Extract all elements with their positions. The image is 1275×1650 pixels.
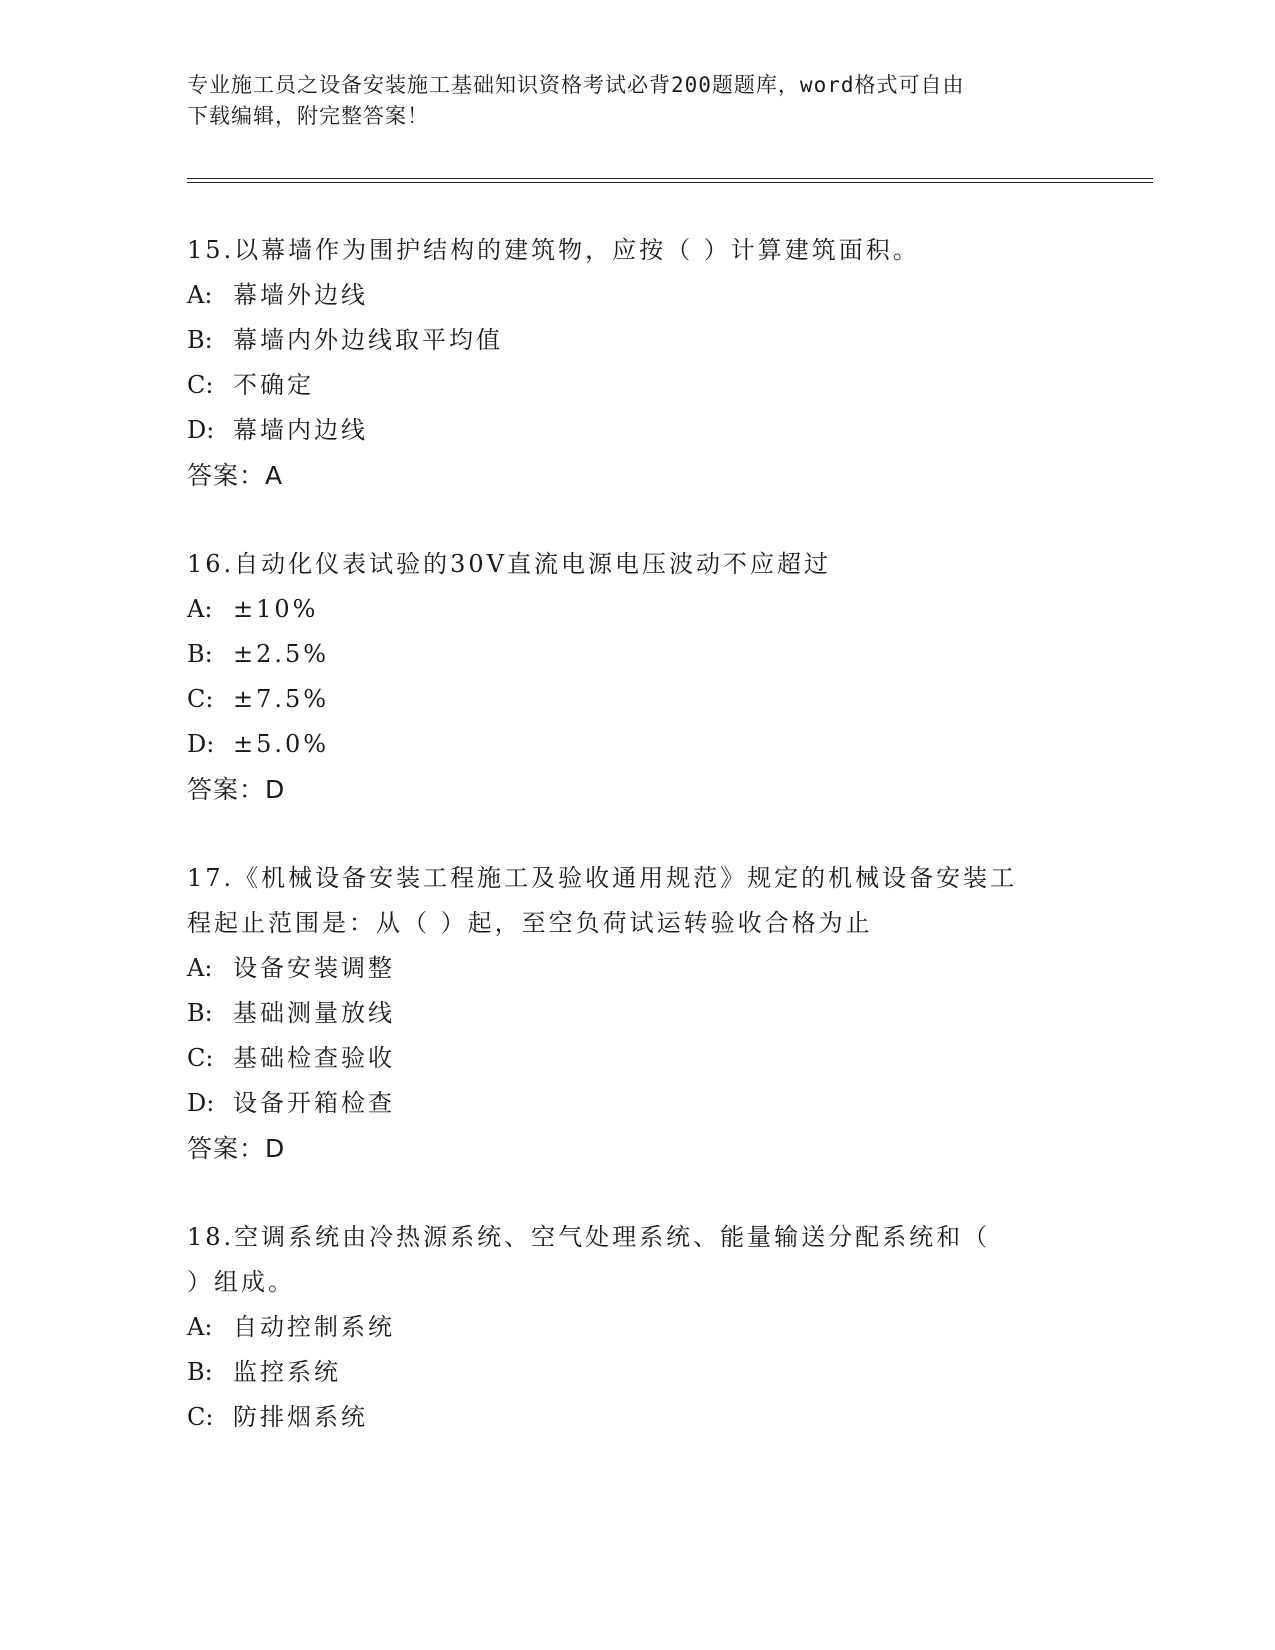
option-c [187, 677, 1077, 722]
option-text: 基础测量放线 [233, 999, 395, 1027]
option-text: ±5.0% [233, 730, 330, 758]
option-c [187, 1036, 1077, 1081]
option-b [187, 318, 1077, 363]
option-b [187, 1350, 1077, 1395]
option-text: ±10% [233, 595, 319, 623]
option-d [187, 1081, 1077, 1126]
option-d [187, 722, 1077, 767]
option-letter: A: [187, 281, 213, 309]
option-b [187, 632, 1077, 677]
question-stem-line: 16.自动化仪表试验的30V直流电源电压波动不应超过 [187, 550, 832, 578]
option-text: 自动控制系统 [233, 1313, 395, 1341]
option-letter: D: [187, 730, 215, 758]
option-a [187, 946, 1077, 991]
option-text: 幕墙内边线 [233, 416, 368, 444]
option-letter: C: [187, 371, 214, 399]
answer-line: 答案：A [187, 461, 284, 490]
option-a [187, 1305, 1077, 1350]
option-text: 不确定 [233, 371, 314, 399]
option-letter: B: [187, 999, 213, 1027]
question-stem-line: ）组成。 [187, 1268, 295, 1296]
option-text: 幕墙外边线 [233, 281, 368, 309]
option-a [187, 587, 1077, 632]
option-letter: D: [187, 416, 215, 444]
question-stem [187, 228, 1077, 273]
question-16 [187, 542, 1077, 812]
question-list [187, 228, 1077, 1484]
option-letter: A: [187, 1313, 213, 1341]
question-18 [187, 1215, 1077, 1440]
option-d [187, 408, 1077, 453]
option-text: 防排烟系统 [233, 1403, 368, 1431]
header-divider-top [187, 178, 1153, 179]
question-stem [187, 542, 1077, 587]
option-letter: C: [187, 1403, 214, 1431]
option-text: ±2.5% [233, 640, 330, 668]
question-stem [187, 1215, 1077, 1305]
option-letter: B: [187, 1358, 213, 1386]
option-c [187, 1395, 1077, 1440]
header-divider-bottom [187, 182, 1153, 183]
question-stem-line: 17.《机械设备安装工程施工及验收通用规范》规定的机械设备安装工 [187, 864, 1018, 892]
option-letter: C: [187, 685, 214, 713]
question-15 [187, 228, 1077, 498]
option-text: 监控系统 [233, 1358, 341, 1386]
option-letter: D: [187, 1089, 215, 1117]
option-letter: A: [187, 595, 213, 623]
header-title-line-1: 专业施工员之设备安装施工基础知识资格考试必背200题题库，word格式可自由 [187, 73, 965, 97]
answer-line: 答案：D [187, 1134, 286, 1163]
option-text: 幕墙内外边线取平均值 [233, 326, 503, 354]
option-letter: B: [187, 640, 213, 668]
question-stem [187, 856, 1077, 946]
question-17 [187, 856, 1077, 1171]
question-stem-line: 程起止范围是：从（ ）起，至空负荷试运转验收合格为止 [187, 909, 873, 937]
option-text: 设备开箱检查 [233, 1089, 395, 1117]
option-a [187, 273, 1077, 318]
document-header [187, 70, 1067, 132]
option-text: 设备安装调整 [233, 954, 395, 982]
option-letter: A: [187, 954, 213, 982]
question-stem-line: 15.以幕墙作为围护结构的建筑物，应按（ ）计算建筑面积。 [187, 236, 920, 264]
option-text: 基础检查验收 [233, 1044, 395, 1072]
option-c [187, 363, 1077, 408]
option-text: ±7.5% [233, 685, 330, 713]
question-stem-line: 18.空调系统由冷热源系统、空气处理系统、能量输送分配系统和（ [187, 1223, 991, 1251]
option-b [187, 991, 1077, 1036]
answer-line: 答案：D [187, 775, 286, 804]
option-letter: C: [187, 1044, 214, 1072]
option-letter: B: [187, 326, 213, 354]
header-title-line-2: 下载编辑，附完整答案！ [187, 104, 429, 128]
